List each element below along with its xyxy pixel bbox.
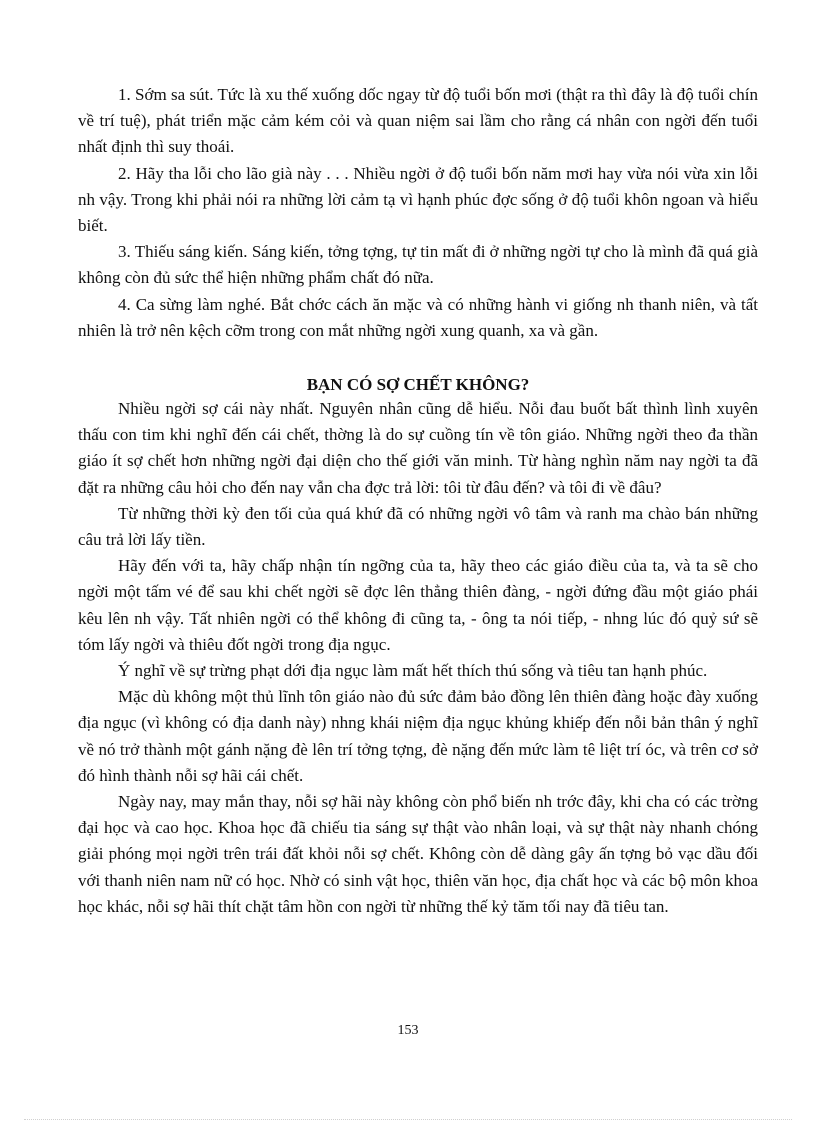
list-item: 2. Hãy tha lỗi cho lão già này . . . Nhiều ngời ở độ tuổi bốn năm mơi hay vừa nói vừa xin lỗi nh vậy. Trong khi phải nói ra những lời cảm tạ vì hạnh phúc đợc sống ở độ tuổi khôn ngoan và hiểu biết. xyxy=(78,163,758,236)
section-body xyxy=(78,396,758,920)
paragraph: Ý nghĩ về sự trừng phạt dới địa ngục làm mất hết thích thú sống và tiêu tan hạnh phúc. xyxy=(118,661,708,681)
paragraph: Nhiều ngời sợ cái này nhất. Nguyên nhân cũng dễ hiểu. Nỗi đau buốt bất thình lình xuyên thấu con tim khi nghĩ đến cái chết, thờng là do sự cuồng tín về tôn giáo. Những ngời theo đa thần giáo ít sợ chết hơn những ngời đại diện cho thế giới văn minh. Từ hàng nghìn năm nay ngời ta đã đặt ra những câu hỏi cho đến nay vẫn cha đợc trả lời: tôi từ đâu đến? và tôi đi về đâu? xyxy=(78,399,758,497)
footer-divider xyxy=(24,1119,792,1120)
paragraph: Hãy đến với ta, hãy chấp nhận tín ngỡng của ta, hãy theo các giáo điều của ta, và ta sẽ cho ngời một tấm vé để sau khi chết ngời sẽ đợc lên thẳng thiên đàng, - ngời đứng đầu một giáo phái kêu lên nh vậy. Tất nhiên ngời có thể không đi cũng ta, - ông ta nói tiếp, - nhng lúc đó quỷ sứ sẽ tóm lấy ngời và thiêu đốt ngời trong địa ngục. xyxy=(78,556,758,654)
paragraph: Từ những thời kỳ đen tối của quá khứ đã có những ngời vô tâm và ranh ma chào bán những câu trả lời lấy tiền. xyxy=(78,503,758,550)
page-body xyxy=(78,82,758,920)
list-item: 1. Sớm sa sút. Tức là xu thế xuống dốc ngay từ độ tuổi bốn mơi (thật ra thì đây là độ tuổi chín về trí tuệ), phát triển mặc cảm kém cỏi và quan niệm sai lầm cho rằng cá nhân con ngời đến tuổi nhất định thì suy thoái. xyxy=(78,85,758,157)
numbered-list xyxy=(78,82,758,344)
section-title: BẠN CÓ SỢ CHẾT KHÔNG? xyxy=(306,375,530,395)
list-item: 3. Thiếu sáng kiến. Sáng kiến, tởng tợng, tự tin mất đi ở những ngời tự cho là mình đã quá già không còn đủ sức thể hiện những phẩm chất đó nữa. xyxy=(78,242,758,288)
paragraph: Mặc dù không một thủ lĩnh tôn giáo nào đủ sức đảm bảo đồng lên thiên đàng hoặc đày xuống địa ngục (vì không có địa danh này) nhng khái niệm địa ngục khủng khiếp đến nỗi bản thân ý nghĩ về nó trở thành một gánh nặng đè lên trí tởng tợng, đè nặng đến mức làm tê liệt trí óc, và trên cơ sở đó hình thành nỗi sợ hãi cái chết. xyxy=(78,687,758,785)
list-item: 4. Ca sừng làm nghé. Bắt chớc cách ăn mặc và có những hành vi giống nh thanh niên, và tất nhiên là trở nên kệch cỡm trong con mắt những ngời xung quanh, xa và gần. xyxy=(78,294,758,340)
page-number: 153 xyxy=(397,1023,419,1038)
paragraph: Ngày nay, may mắn thay, nỗi sợ hãi này không còn phổ biến nh trớc đây, khi cha có các trờng đại học và cao học. Khoa học đã chiếu tia sáng sự thật vào nhân loại, và sự thật này nhanh chóng giải phóng mọi ngời trên trái đất khỏi nỗi sợ chết. Không còn dễ dàng gây ấn tợng bỏ vạc dầu đối với thanh niên nam nữ có học. Nhờ có sinh vật học, thiên văn học, địa chất học và các bộ môn khoa học khác, nỗi sợ hãi thít chặt tâm hồn con ngời từ những thế kỷ tăm tối nay đã tiêu tan. xyxy=(78,792,758,916)
